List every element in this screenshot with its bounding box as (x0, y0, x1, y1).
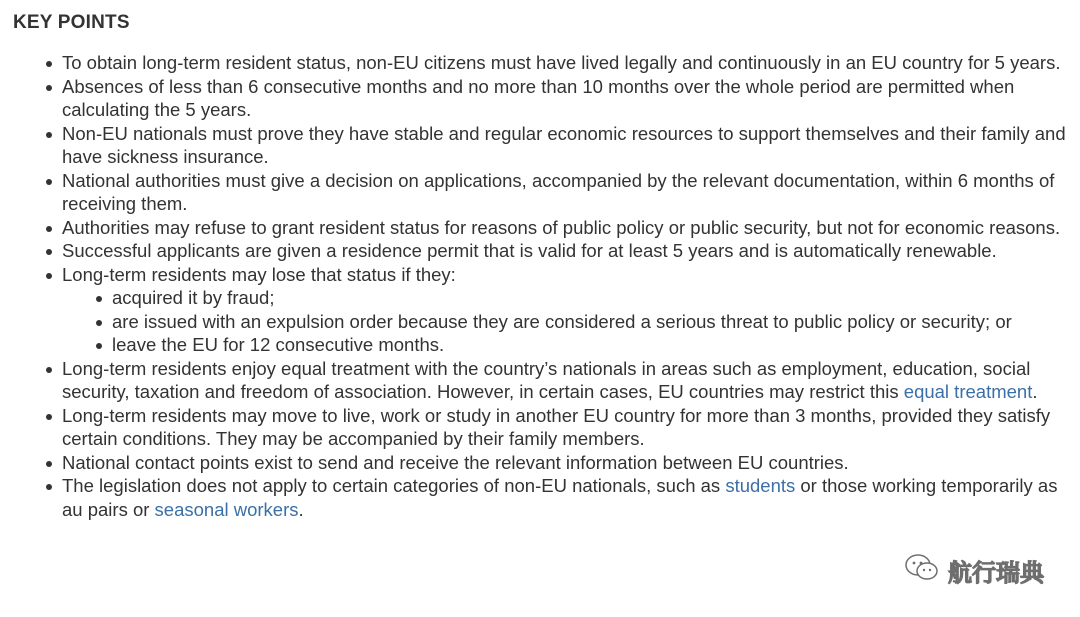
list-item (62, 451, 1072, 475)
point-text: Long-term residents may lose that status if they: (62, 263, 456, 285)
students-link[interactable]: students (725, 475, 796, 496)
list-item (62, 474, 1072, 521)
list-item (62, 51, 1072, 75)
point-text: National contact points exist to send and receive the relevant information between EU countries. (62, 451, 849, 473)
point-text: The legislation does not apply to certain categories of non-EU nationals, such as (62, 475, 726, 496)
wechat-icon (904, 553, 940, 588)
point-text: Non-EU nationals must prove they have stable and regular economic resources to support themselves and their family and have sickness insurance. (62, 122, 1066, 167)
point-text: National authorities must give a decision on applications, accompanied by the relevant documentation, within 6 months of receiving them. (62, 169, 1055, 214)
list-item (62, 357, 1072, 404)
list-item (62, 239, 1072, 263)
sub-list (62, 286, 1072, 357)
watermark (904, 553, 1044, 588)
list-item (62, 122, 1072, 169)
list-item (62, 75, 1072, 122)
point-text: Long-term residents enjoy equal treatment with the country’s nationals in areas such as employment, education, social security, taxation and freedom of association. However, in certain cases, EU countries may restrict this (62, 357, 1031, 402)
sub-list-item: leave the EU for 12 consecutive months. (112, 333, 1072, 357)
list-item (62, 216, 1072, 240)
equal-treatment-link[interactable]: equal treatment (903, 381, 1033, 402)
sub-list-item: acquired it by fraud; (112, 286, 1072, 310)
seasonal-workers-link[interactable]: seasonal workers (154, 498, 299, 520)
point-text-mid: or those working temporarily as au pairs or (62, 475, 1058, 520)
list-item (62, 263, 1072, 357)
point-text: To obtain long-term resident status, non-EU citizens must have lived legally and continuously in an EU country for 5 years. (62, 52, 1061, 73)
point-text-end: . (1032, 381, 1038, 402)
page-heading: KEY POINTS (13, 12, 130, 33)
point-text: Authorities may refuse to grant resident status for reasons of public policy or public security, but not for economic reasons. (62, 216, 1061, 238)
key-points-list (62, 51, 1072, 521)
point-text: Absences of less than 6 consecutive months and no more than 10 months over the whole period are permitted when calculating the 5 years. (62, 75, 1015, 120)
point-text: Long-term residents may move to live, work or study in another EU country for more than 3 months, provided they satisfy certain conditions. They may be accompanied by their family members. (62, 404, 1051, 449)
sub-list-item: are issued with an expulsion order because they are considered a serious threat to public policy or security; or (112, 310, 1072, 334)
point-text: Successful applicants are given a residence permit that is valid for at least 5 years and is automatically renewable. (62, 240, 997, 261)
list-item (62, 169, 1072, 216)
watermark-text: 航行瑞典 (948, 559, 1044, 587)
point-text-end: . (298, 498, 304, 520)
list-item (62, 404, 1072, 451)
